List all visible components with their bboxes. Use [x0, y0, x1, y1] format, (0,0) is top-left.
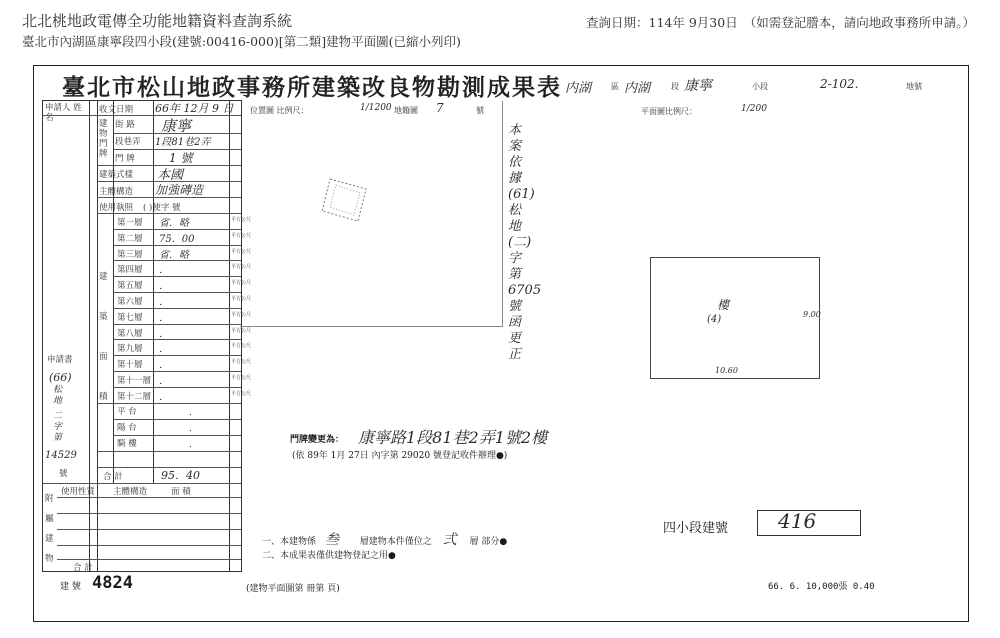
floor-area-value: ．	[159, 344, 169, 356]
lane-val: 1段81巷2弄	[155, 137, 211, 148]
floor-label: 第十二層	[117, 391, 152, 402]
veranda-label: 騎 樓	[117, 439, 137, 449]
street-val: 康寧	[161, 117, 192, 135]
bldg-loc-label: 建物門牌	[99, 119, 108, 159]
unit-label: 平方公尺	[231, 311, 252, 318]
floor-label: 第三層	[117, 249, 143, 260]
plan-dim-side: 9.00	[803, 310, 821, 319]
main-struct-label: 主體構造	[113, 487, 148, 497]
note1-part: 弍	[442, 532, 457, 548]
floor-area-value: ．	[159, 328, 169, 340]
door-change-label: 門牌變更為：	[290, 435, 345, 445]
section-label: 區	[611, 82, 619, 91]
unit-label: 平方公尺	[231, 296, 252, 302]
query-note: （如需登記謄本，請向地政事務所申請。）	[743, 15, 975, 30]
total-val: 95．40	[161, 469, 200, 482]
applicant-word4: 號	[59, 469, 68, 479]
floor-area-value: 省．略	[159, 218, 189, 229]
position-scale: 1/1200	[360, 103, 392, 113]
survey-date-val: 66年 12月 9 日	[155, 102, 234, 115]
annex-total: 合 計	[73, 563, 93, 573]
floor-area-value: ．	[159, 312, 169, 324]
area-label: 面 積	[171, 487, 191, 497]
floor-label: 第七層	[117, 312, 143, 323]
floor-area-value: ．	[159, 376, 169, 387]
sub-hw: 康寧	[684, 78, 712, 94]
door-label: 門 牌	[115, 154, 135, 164]
lot-sketch	[310, 171, 390, 231]
floor-label: 第十一層	[117, 376, 152, 386]
doc-title: 臺北市松山地政事務所建築改良物勘測成果表	[62, 74, 562, 101]
floor-area-value: ．	[159, 265, 169, 277]
print-info: 66. 6. 10,000張 0.40	[768, 582, 875, 592]
lane-label: 段巷弄	[115, 137, 141, 147]
attribute-table	[42, 100, 252, 573]
unit-label: 平方公尺	[231, 375, 252, 381]
annex-label: 附屬建物	[45, 494, 54, 564]
floor-label: 第五層	[117, 281, 143, 292]
floor-group-label: 建 築 面 積	[99, 272, 108, 402]
unit-label: 平方公尺	[231, 264, 252, 271]
bldg-no-val: 4824	[92, 573, 133, 593]
door-change-val: 康寧路1段81巷2弄1號2樓	[358, 428, 548, 447]
map-suffix: 號	[476, 106, 484, 115]
survey-date-label: 收文日期	[99, 105, 134, 115]
vertical-note: 本案依據(61)松地(二)字第6705號函更正	[508, 123, 542, 362]
floor-label: 第十層	[117, 360, 143, 371]
unit-label: 平方公尺	[231, 280, 252, 287]
street-label: 街 路	[115, 120, 135, 130]
license-label: 使用執照	[99, 203, 134, 213]
floor-area-value: 75．00	[159, 233, 195, 245]
veranda-val: ．	[189, 440, 199, 450]
platform-label: 平 台	[117, 407, 137, 417]
note1-mid: 層建物本件僅位之	[359, 537, 432, 547]
unit-label: 平方公尺	[231, 217, 252, 223]
footer-ref: (建物平面圖第 冊第 頁)	[246, 584, 340, 594]
unit-label: 平方公尺	[231, 343, 252, 350]
plan-scale-val: 1/200	[741, 104, 767, 114]
query-date	[586, 13, 975, 31]
use-label: 使用性質	[61, 487, 96, 497]
section-bldg-box	[757, 510, 861, 536]
plan-dim-bottom: 10.60	[715, 366, 738, 375]
floor-area-value: ．	[159, 391, 169, 403]
lot-hw: 2-102.	[820, 77, 859, 91]
structure-val: 加強磚造	[155, 183, 204, 197]
query-date-label: 查詢日期：114年 9月30日	[586, 15, 738, 30]
floor-area-value: ．	[159, 297, 169, 308]
applicant-word2: 二字第	[53, 411, 63, 443]
floor-label: 第二層	[117, 233, 143, 244]
platform-val: ．	[189, 408, 199, 418]
floor-label: 第六層	[117, 297, 143, 307]
plan-scale-label: 平面圖比例尺：	[641, 107, 697, 116]
applicant-label: 申請人 姓 名	[45, 103, 82, 123]
license-val: ( )使字 號	[143, 203, 181, 213]
floor-label: 第一層	[117, 218, 143, 228]
sub-label: 段	[671, 82, 679, 91]
unit-label: 平方公尺	[231, 390, 252, 397]
lot-label: 地號	[906, 82, 922, 91]
applicant-num: (66)	[49, 371, 72, 384]
section-bldg-label: 四小段建號	[663, 521, 729, 536]
scanned-sheet	[0, 55, 1000, 638]
note1-suffix: 層 部分●	[469, 537, 508, 547]
position-map	[240, 101, 503, 327]
door-change-note: (依 89年 1月 27日 內字第 29020 號登記收件辦理●)	[292, 451, 508, 461]
note1-prefix: 一、本建物係	[262, 537, 317, 547]
unit-label: 平方公尺	[231, 327, 252, 334]
document-subtitle: 臺北市內湖區康寧段四小段(建號:00416-000)[第二類]建物平面圖(已縮小列印)	[22, 34, 461, 49]
section-hw: 内湖	[624, 81, 651, 96]
applicant-word3: 14529	[45, 450, 77, 461]
system-title: 北北桃地政電傳全功能地籍資料查詢系統	[22, 12, 293, 30]
map-label: 地籍圖	[394, 106, 418, 115]
applicant-side: 申請書	[47, 355, 73, 365]
style-label: 建築式樣	[99, 170, 134, 180]
note1-floor: 叁	[324, 532, 339, 548]
balcony-val: ．	[189, 424, 199, 434]
note1	[262, 529, 507, 549]
floor-label: 第八層	[117, 328, 143, 339]
district-hw: 内湖	[565, 81, 592, 96]
floor-label: 第四層	[117, 265, 143, 276]
structure-label: 主體構造	[99, 187, 134, 197]
applicant-word1: 松地	[53, 385, 63, 406]
floor-area-value: ．	[159, 281, 169, 293]
total-label: 合 計	[103, 472, 123, 482]
door-val: 1 號	[169, 151, 193, 165]
map-num: 7	[436, 101, 444, 115]
note2: 二、本成果表僅供建物登記之用●	[262, 551, 396, 561]
floor-plan	[650, 257, 820, 379]
floor-label: 第九層	[117, 344, 143, 355]
unit-label: 平方公尺	[231, 359, 252, 366]
plan-label: 樓	[717, 298, 730, 312]
section-bldg-val: 416	[778, 509, 817, 533]
style-val: 本國	[157, 168, 184, 183]
balcony-label: 陽 台	[117, 423, 137, 433]
floor-area-value: 省．略	[159, 249, 189, 261]
floor-area-value: ．	[159, 360, 169, 372]
unit-label: 平方公尺	[231, 248, 252, 255]
plan-door: (4)	[707, 314, 722, 325]
position-label: 位置圖 比例尺：	[250, 106, 309, 115]
bldg-no-label: 建 號	[60, 582, 81, 592]
sub2-label: 小段	[752, 82, 768, 91]
unit-label: 平方公尺	[231, 232, 252, 239]
